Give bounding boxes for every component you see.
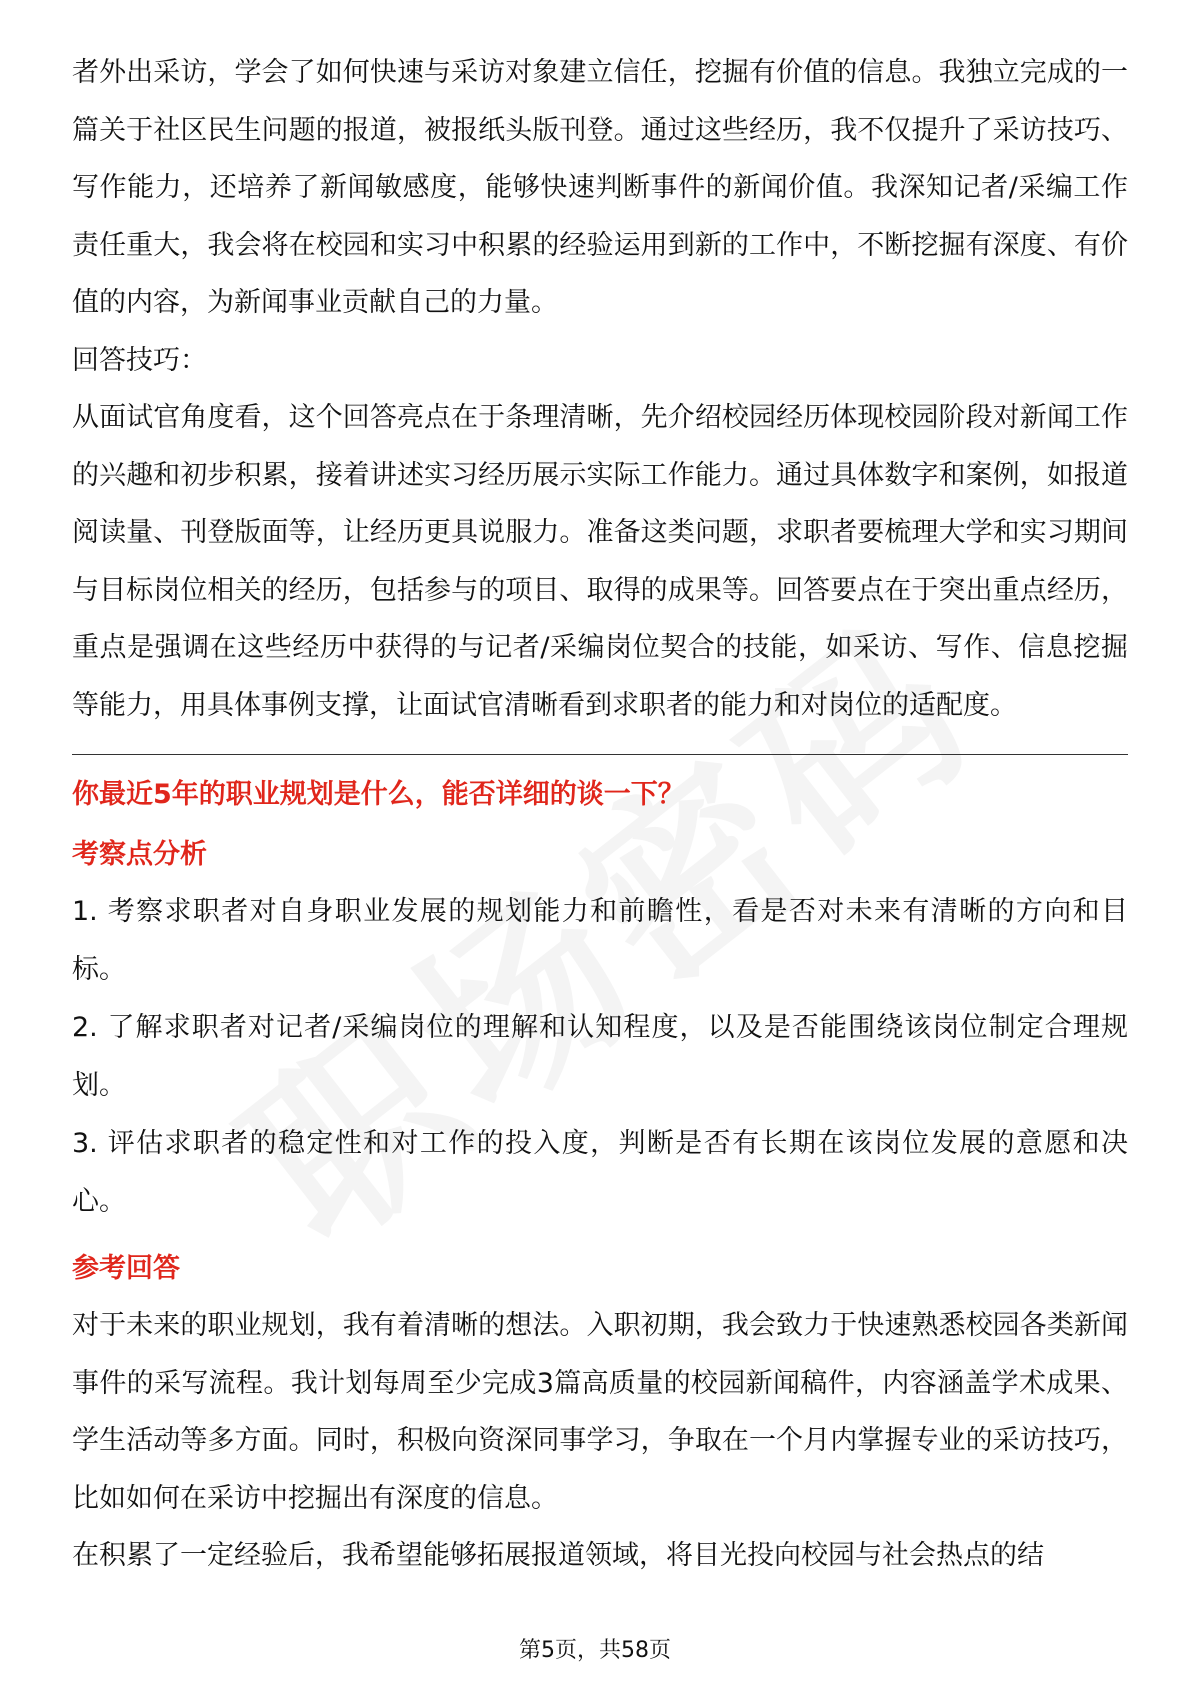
section-divider (72, 754, 1128, 755)
tips-text: 从面试官角度看，这个回答亮点在于条理清晰，先介绍校园经历体现校园阶段对新闻工作的兴趣和初步积累，接着讲述实习经历展示实际工作能力。通过具体数字和案例，如报道阅读量、刊登版面等，让经历更具说服力。准备这类问题，求职者要梳理大学和实习期间与目标岗位相关的经历，包括参与的项目、取得的成果等。回答要点在于突出重点经历，重点是强调在这些经历中获得的与记者/采编岗位契合的技能，如采访、写作、信息挖掘等能力，用具体事例支撑，让面试官清晰看到求职者的能力和对岗位的适配度。 (72, 402, 1128, 721)
question-title: 你最近5年的职业规划是什么，能否详细的谈一下？ (72, 779, 685, 810)
analysis-item: 3. 评估求职者的稳定性和对工作的投入度，判断是否有长期在该岗位发展的意愿和决心。 (72, 1128, 1128, 1217)
reference-heading: 参考回答 (72, 1253, 180, 1284)
page-content (72, 44, 1128, 1585)
analysis-heading: 考察点分析 (72, 839, 207, 870)
page-number: 第5页，共58页 (519, 1638, 671, 1663)
tips-label: 回答技巧： (72, 344, 207, 376)
previous-answer-text: 者外出采访，学会了如何快速与采访对象建立信任，挖掘有价值的信息。我独立完成的一篇关于社区民生问题的报道，被报纸头版刊登。通过这些经历，我不仅提升了采访技巧、写作能力，还培养了新闻敏感度，能够快速判断事件的新闻价值。我深知记者/采编工作责任重大，我会将在校园和实习中积累的经验运用到新的工作中，不断挖掘有深度、有价值的内容，为新闻事业贡献自己的力量。 (72, 57, 1128, 318)
reference-paragraph: 在积累了一定经验后，我希望能够拓展报道领域，将目光投向校园与社会热点的结 (72, 1540, 1044, 1571)
analysis-item: 1. 考察求职者对自身职业发展的规划能力和前瞻性，看是否对未来有清晰的方向和目标。 (72, 896, 1128, 985)
analysis-item: 2. 了解求职者对记者/采编岗位的理解和认知程度，以及是否能围绕该岗位制定合理规划。 (72, 1012, 1128, 1101)
reference-paragraph: 对于未来的职业规划，我有着清晰的想法。入职初期，我会致力于快速熟悉校园各类新闻事件的采写流程。我计划每周至少完成3篇高质量的校园新闻稿件，内容涵盖学术成果、学生活动等多方面。同时，积极向资深同事学习，争取在一个月内掌握专业的采访技巧，比如如何在采访中挖掘出有深度的信息。 (72, 1310, 1128, 1514)
